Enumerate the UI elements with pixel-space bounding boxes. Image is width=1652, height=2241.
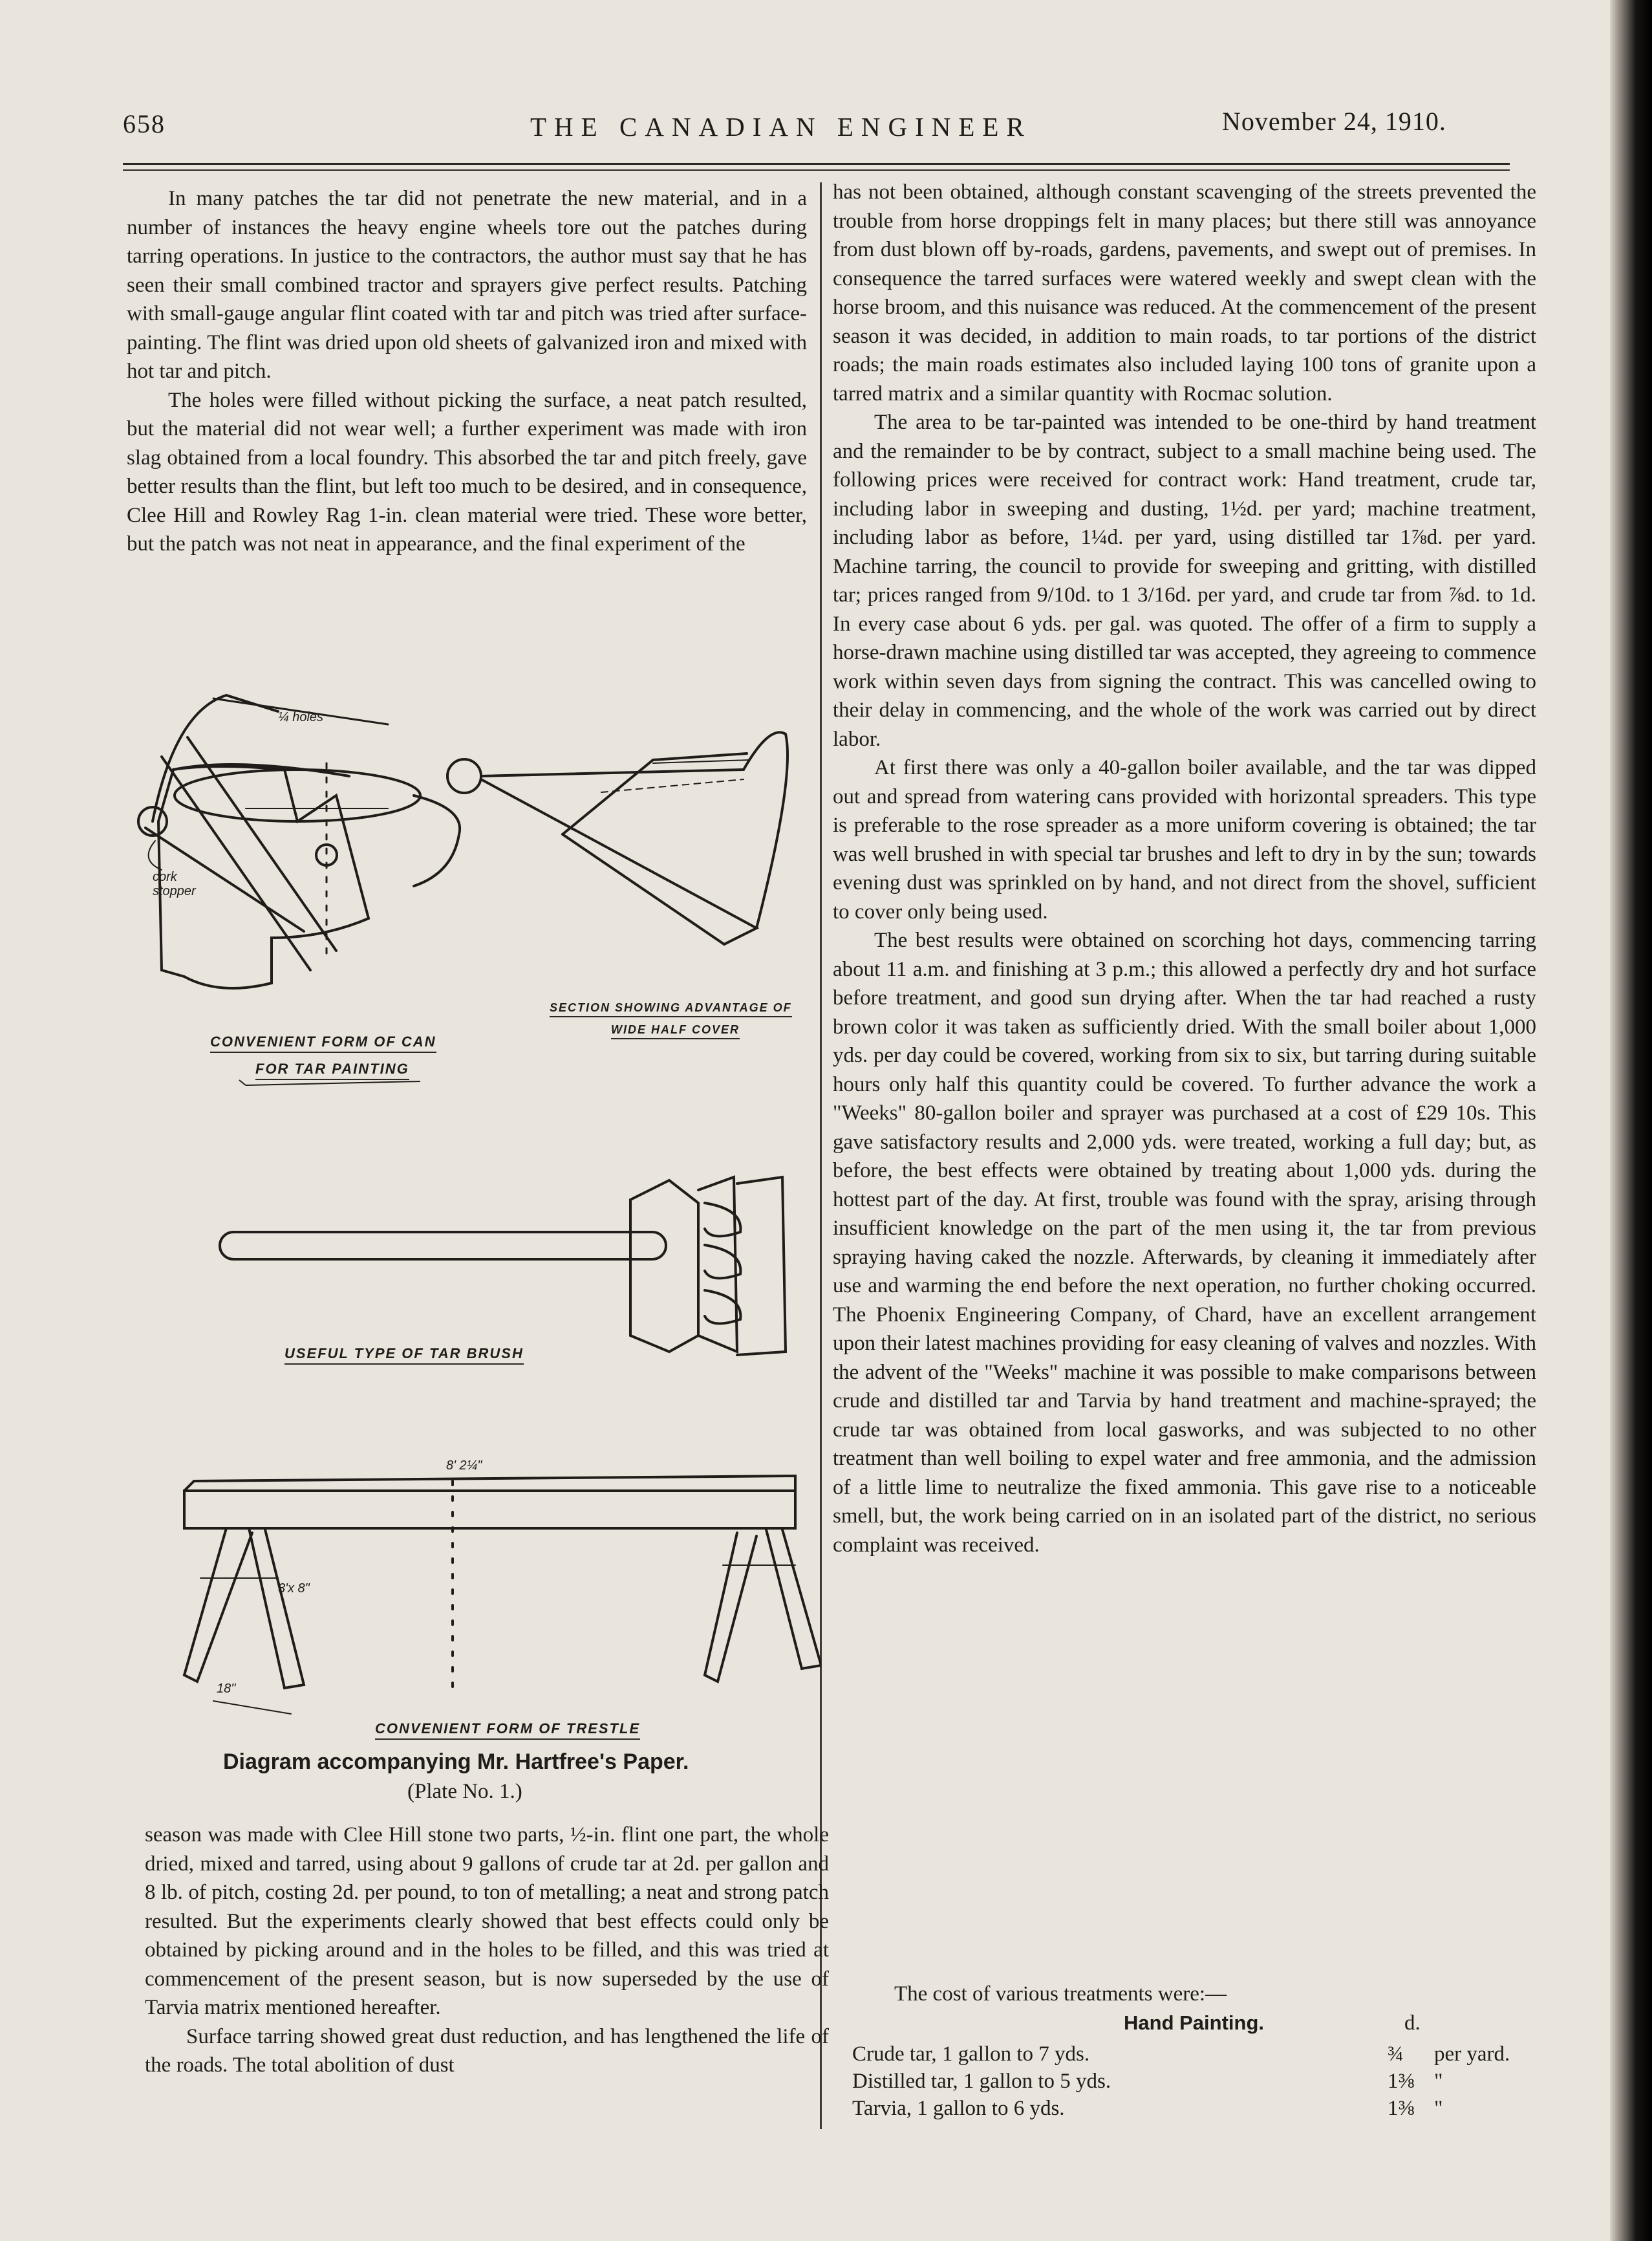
cost-item: Tarvia, 1 gallon to 6 yds. <box>852 2097 1065 2120</box>
cost-value: 1⅜ <box>1388 2097 1415 2120</box>
cost-value: 1⅜ <box>1388 2070 1415 2093</box>
cost-item: Distilled tar, 1 gallon to 5 yds. <box>852 2070 1111 2093</box>
diagram-plate <box>0 0 821 1746</box>
book-binding-shadow <box>1610 0 1652 2241</box>
table-row <box>852 2041 1544 2068</box>
cost-table-column-header: d. <box>1404 2011 1421 2035</box>
right-column <box>833 178 1536 1559</box>
paragraph: The holes were filled without picking the surface, a neat patch resulted, but the material did not wear well; a further experiment was made with iron slag obtained from a local foundry. This absorbed the tar and pitch freely, gave better results than the flint, but left too much to be desired, and in consequence, Clee Hill and Rowley Rag 1-in. clean material were tried. These wore better, but the patch was not neat in appearance, and the final experiment of the <box>127 388 807 556</box>
section-caption-line2: WIDE HALF COVER <box>611 1023 740 1039</box>
cost-unit: per yard. <box>1434 2042 1510 2066</box>
trestle-dimension-top: 8' 2¼" <box>446 1458 482 1473</box>
can-holes-label: ¼ holes <box>278 710 324 724</box>
cost-table-intro: The cost of various treatments were:— <box>894 1982 1227 2006</box>
tar-brush-drawing <box>220 1177 786 1355</box>
table-row <box>852 2095 1544 2122</box>
cost-unit: " <box>1434 2070 1443 2093</box>
paragraph: The best results were obtained on scorching hot days, commencing tarring about 11 a.m. and finishing at 3 p.m.; this allowed a perfectly dry and hot surface before treatment, and good sun drying after. When the tar had reached a rusty brown color it was taken as sufficiently dried. With the small boiler about 1,000 yds. per day could be covered, working from six to six, but tarring during suitable hours only half this quantity could be covered. To further advance the work a "Weeks" 80-gallon boiler and sprayer was purchased at a cost of £29 10s. This gave satisfactory results and 2,000 yds. were treated, working a full day; but, as before, the best effects were obtained by treating about 1,000 yds. during the hottest part of the day. At first, trouble was found with the spray, arising through insufficient knowledge on the part of the men using it, the tar from previous spraying having caked the nozzle. Afterwards, by cleaning it immediately after use and warming the end before the next operation, no further choking occurred. The Phoenix Engineering Company, of Chard, have an excellent arrangement upon their latest machines providing for easy cleaning of valves and nozzles. With the advent of the "Weeks" machine it was possible to make comparisons between crude and distilled tar and Tarvia by hand treatment and machine-sprayed; the crude tar was obtained from local gasworks, and was subjected to no other treatment than well boiling to expel water and free ammonia, and the admission of a little lime to neutralize the fixed ammonia. This gave rise to a noticeable smell, but, the work being carried on in an isolated part of the district, no serious complaint was received. <box>833 929 1536 1557</box>
paragraph: season was made with Clee Hill stone two parts, ½-in. flint one part, the whole dried, mixed and tarred, using about 9 gallons of crude tar at 2d. per gallon and 8 lb. of pitch, costing 2d. per pound, to ton of metalling; a neat and strong patch resulted. But the experiments clearly showed that best effects could only be obtained by picking around and in the holes to be filled, and this was tried at commencement of the present season, but is now superseded by the use of Tarvia matrix mentioned hereafter. <box>145 1823 829 2019</box>
cost-unit: " <box>1434 2097 1443 2120</box>
diagram-subtitle: (Plate No. 1.) <box>407 1780 522 1803</box>
trestle-dimension-leg: 3'x 8" <box>278 1581 310 1596</box>
cork-stopper-label <box>153 870 224 898</box>
section-spout-drawing <box>447 732 788 944</box>
paragraph: has not been obtained, although constant scavenging of the streets prevented the trouble from horse droppings felt in many places; but there still was annoyance from dust blown off by-roads, gardens, pavements, and swept out of premises. In consequence the tarred surfaces were watered weekly and swept clean with the horse broom, and this nuisance was reduced. At the commencement of the present season it was decided, in addition to main roads, to tar portions of the district roads; the main roads estimates also included laying 100 tons of granite upon a tarred matrix and a similar quantity with Rocmac solution. <box>833 180 1536 406</box>
can-caption-line2: FOR TAR PAINTING <box>255 1061 409 1080</box>
diagram-title: Diagram accompanying Mr. Hartfree's Paper. <box>223 1749 689 1774</box>
table-row <box>852 2068 1544 2095</box>
left-column-bottom <box>145 1821 829 2080</box>
can-caption-line1: CONVENIENT FORM OF CAN <box>210 1034 436 1053</box>
cork-stopper-text: cork stopper <box>153 870 196 898</box>
watering-can-drawing <box>138 695 460 988</box>
paragraph: In many patches the tar did not penetrate the new material, and in a number of instances the heavy engine wheels tore out the patches during tarring operations. In justice to the contractors, the author must say that he has seen their small combined tractor and sprayers give perfect results. Patching with small-gauge angular flint coated with tar and pitch was tried after surface-painting. The flint was dried upon old sheets of galvanized iron and mixed with hot tar and pitch. <box>127 187 807 383</box>
paragraph: Surface tarring showed great dust reduction, and has lengthened the life of the roads. The total abolition of dust <box>145 2024 829 2077</box>
cost-table <box>852 2041 1544 2122</box>
trestle-caption: CONVENIENT FORM OF TRESTLE <box>375 1720 640 1740</box>
page-number: 658 <box>123 109 166 138</box>
cost-value: ¾ <box>1388 2042 1404 2066</box>
journal-title: THE CANADIAN ENGINEER <box>530 112 1032 142</box>
cost-table-heading: Hand Painting. <box>1124 2011 1264 2034</box>
paragraph: At first there was only a 40-gallon boiler available, and the tar was dipped out and spread from watering cans provided with horizontal spreaders. This type is preferable to the rose spreader as a more uniform covering is obtained; the tar was well brushed in with special tar brushes and left to dry in by the sun; towards evening dust was sprinkled on by hand, and not direct from the shovel, sufficient to cover only being used. <box>833 756 1536 924</box>
section-caption-line1: SECTION SHOWING ADVANTAGE OF <box>550 1001 792 1017</box>
paragraph: The area to be tar-painted was intended to be one-third by hand treatment and the remainder to be by contract, subject to a small machine being used. The following prices were received for contract work: Hand treatment, crude tar, including labor in sweeping and dusting, 1½d. per yard; machine treatment, including labor as before, 1¼d. per yard, using distilled tar 1⅞d. per yard. Machine tarring, the council to provide for sweeping and gritting, with distilled tar; prices ranged from 9/10d. to 1 3/16d. per yard, and crude tar from ⅞d. to 1d. In every case about 6 yds. per gal. was quoted. The offer of a firm to supply a horse-drawn machine using distilled tar was accepted, they agreeing to commence work within seven days from signing the contract. This was cancelled owing to their delay in commencing, and the whole of the work was carried out by direct labor. <box>833 411 1536 751</box>
issue-date: November 24, 1910. <box>1222 107 1446 136</box>
cost-item: Crude tar, 1 gallon to 7 yds. <box>852 2042 1090 2066</box>
brush-caption: USEFUL TYPE OF TAR BRUSH <box>284 1345 524 1365</box>
trestle-dimension-foot: 18" <box>217 1682 236 1696</box>
